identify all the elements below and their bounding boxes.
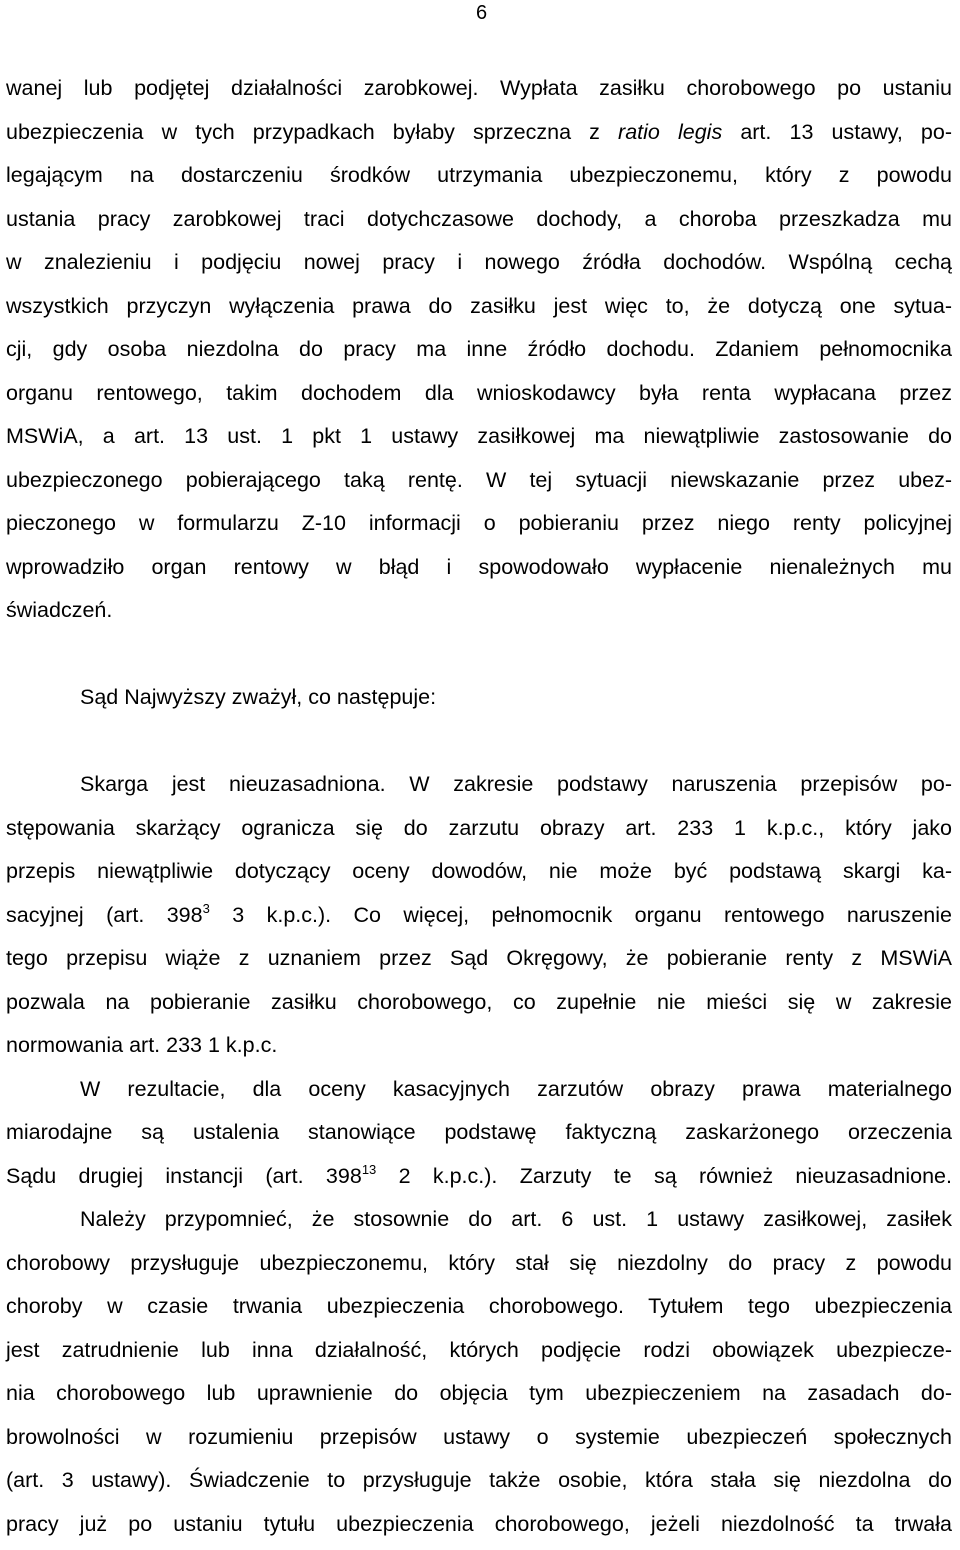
line-text: wanej lub podjętej działalności zarobkowej. Wypłata zasiłku chorobowego po ustaniu — [6, 76, 952, 100]
text-line — [6, 937, 952, 981]
text-line — [6, 111, 952, 155]
line-text: (art. 3 ustawy). Świadczenie to przysługuje także osobie, która stała się niezdolna do — [6, 1468, 952, 1492]
text-line — [6, 1459, 952, 1503]
text-line — [6, 894, 952, 938]
text-line — [6, 676, 952, 720]
text-line — [6, 1198, 952, 1242]
line-text: choroby w czasie trwania ubezpieczenia chorobowego. Tytułem tego ubezpieczenia — [6, 1294, 952, 1318]
blank-line — [6, 633, 952, 677]
superscript: 3 — [202, 900, 210, 916]
line-text: Skarga jest nieuzasadniona. W zakresie podstawy naruszenia przepisów po- — [80, 772, 952, 796]
blank-line — [6, 720, 952, 764]
text-line — [6, 1242, 952, 1286]
line-text-continued: 2 k.p.c.). Zarzuty te są również nieuzasadnione. — [376, 1163, 952, 1188]
text-line — [6, 1285, 952, 1329]
text-line — [6, 198, 952, 242]
line-text: pozwala na pobieranie zasiłku chorobowego, co zupełnie nie mieści się w zakresie — [6, 989, 952, 1014]
document-body — [6, 67, 952, 1546]
line-text: tego przepisu wiąże z uznaniem przez Sąd Okręgowy, że pobieranie renty z MSWiA — [6, 946, 952, 970]
line-text: legającym na dostarczeniu środków utrzymania ubezpieczonemu, który z powodu — [6, 163, 952, 187]
text-line — [6, 546, 952, 590]
line-text: pieczonego w formularzu Z-10 informacji o pobieraniu przez niego renty policyjnej — [6, 511, 952, 535]
line-text: nia chorobowego lub uprawnienie do objęcia tym ubezpieczeniem na zasadach do- — [6, 1381, 952, 1405]
page-number: 6 — [476, 2, 488, 24]
line-text: normowania art. 233 — [6, 1033, 208, 1057]
line-text: wszystkich przyczyn wyłączenia prawa do zasiłku jest więc to, że dotyczą one sytua- — [6, 293, 952, 318]
line-text: MSWiA, a art. 13 ust. 1 pkt 1 ustawy zasiłkowej ma niewątpliwie zastosowanie do — [6, 424, 952, 448]
line-text: jest zatrudnienie lub inna działalność, których podjęcie rodzi obowiązek ubezpiecze- — [6, 1337, 952, 1362]
text-line — [6, 328, 952, 372]
text-line — [6, 1372, 952, 1416]
text-line — [6, 1329, 952, 1373]
text-line — [6, 763, 952, 807]
line-text-continued: art. 13 ustawy, po- — [722, 119, 953, 144]
italic-text: ratio legis — [618, 119, 723, 144]
text-line — [6, 67, 952, 111]
text-line — [6, 285, 952, 329]
line-text-continued: 3 k.p.c.). Co więcej, pełnomocnik organu rentowego naruszenie — [209, 902, 952, 927]
line-text: organu rentowego, takim dochodem dla wnioskodawcy była renta wypłacana przez — [6, 380, 952, 405]
line-text: wprowadziło organ rentowy w błąd i spowodowało wypłacenie nienależnych mu — [6, 554, 952, 579]
line-text: sacyjnej (art. 398 — [6, 902, 203, 927]
text-line — [6, 502, 952, 546]
text-line — [6, 1503, 952, 1547]
line-text: miarodajne są ustalenia stanowiące podstawę faktyczną zaskarżonego orzeczenia — [6, 1120, 952, 1144]
line-text: ustania pracy zarobkowej traci dotychczasowe dochody, a choroba przeszkadza mu — [6, 206, 952, 231]
line-text: w znalezieniu i podjęciu nowej pracy i nowego źródła dochodów. Wspólną cechą — [6, 250, 952, 274]
text-line — [6, 850, 952, 894]
text-line — [6, 1024, 952, 1068]
line-text: ubezpieczenia w tych przypadkach byłaby sprzeczna z — [6, 119, 619, 144]
line-text-continued: 1 k.p.c., który jako — [734, 815, 953, 840]
line-text: ubezpieczonego pobierającego taką rentę. W tej sytuacji niewskazanie przez ubez- — [6, 467, 952, 492]
line-text: W rezultacie, dla oceny kasacyjnych zarzutów obrazy prawa materialnego — [80, 1076, 952, 1101]
text-line — [6, 372, 952, 416]
line-text: świadczeń. — [6, 598, 113, 622]
superscript: 13 — [361, 1161, 377, 1177]
line-text: Sąd Najwyższy zważył, co następuje: — [80, 685, 437, 709]
text-line — [6, 1111, 952, 1155]
text-line — [6, 415, 952, 459]
text-line — [6, 981, 952, 1025]
line-text: browolności w rozumieniu przepisów ustawy o systemie ubezpieczeń społecznych — [6, 1424, 952, 1449]
text-line — [6, 154, 952, 198]
line-text: Należy przypomnieć, że stosownie do art. 6 ust. 1 ustawy zasiłkowej, zasiłek — [80, 1207, 952, 1231]
line-text: przepis niewątpliwie dotyczący oceny dowodów, nie może być podstawą skargi ka- — [6, 859, 952, 883]
line-text: Sądu drugiej instancji (art. 398 — [6, 1163, 362, 1188]
text-line — [6, 241, 952, 285]
text-line — [6, 1416, 952, 1460]
line-text-continued: 1 k.p.c. — [207, 1033, 278, 1057]
text-line — [6, 807, 952, 851]
line-text: pracy już po ustaniu tytułu ubezpieczenia chorobowego, jeżeli niezdolność ta trwała — [6, 1511, 952, 1536]
text-line — [6, 589, 952, 633]
line-text: chorobowy przysługuje ubezpieczonemu, który stał się niezdolny do pracy z powodu — [6, 1250, 952, 1275]
text-line — [6, 459, 952, 503]
text-line — [6, 1068, 952, 1112]
line-text: cji, gdy osoba niezdolna do pracy ma inne źródło dochodu. Zdaniem pełnomocnika — [6, 337, 952, 361]
text-line — [6, 1155, 952, 1199]
line-text: stępowania skarżący ogranicza się do zarzutu obrazy art. 233 — [6, 815, 735, 840]
